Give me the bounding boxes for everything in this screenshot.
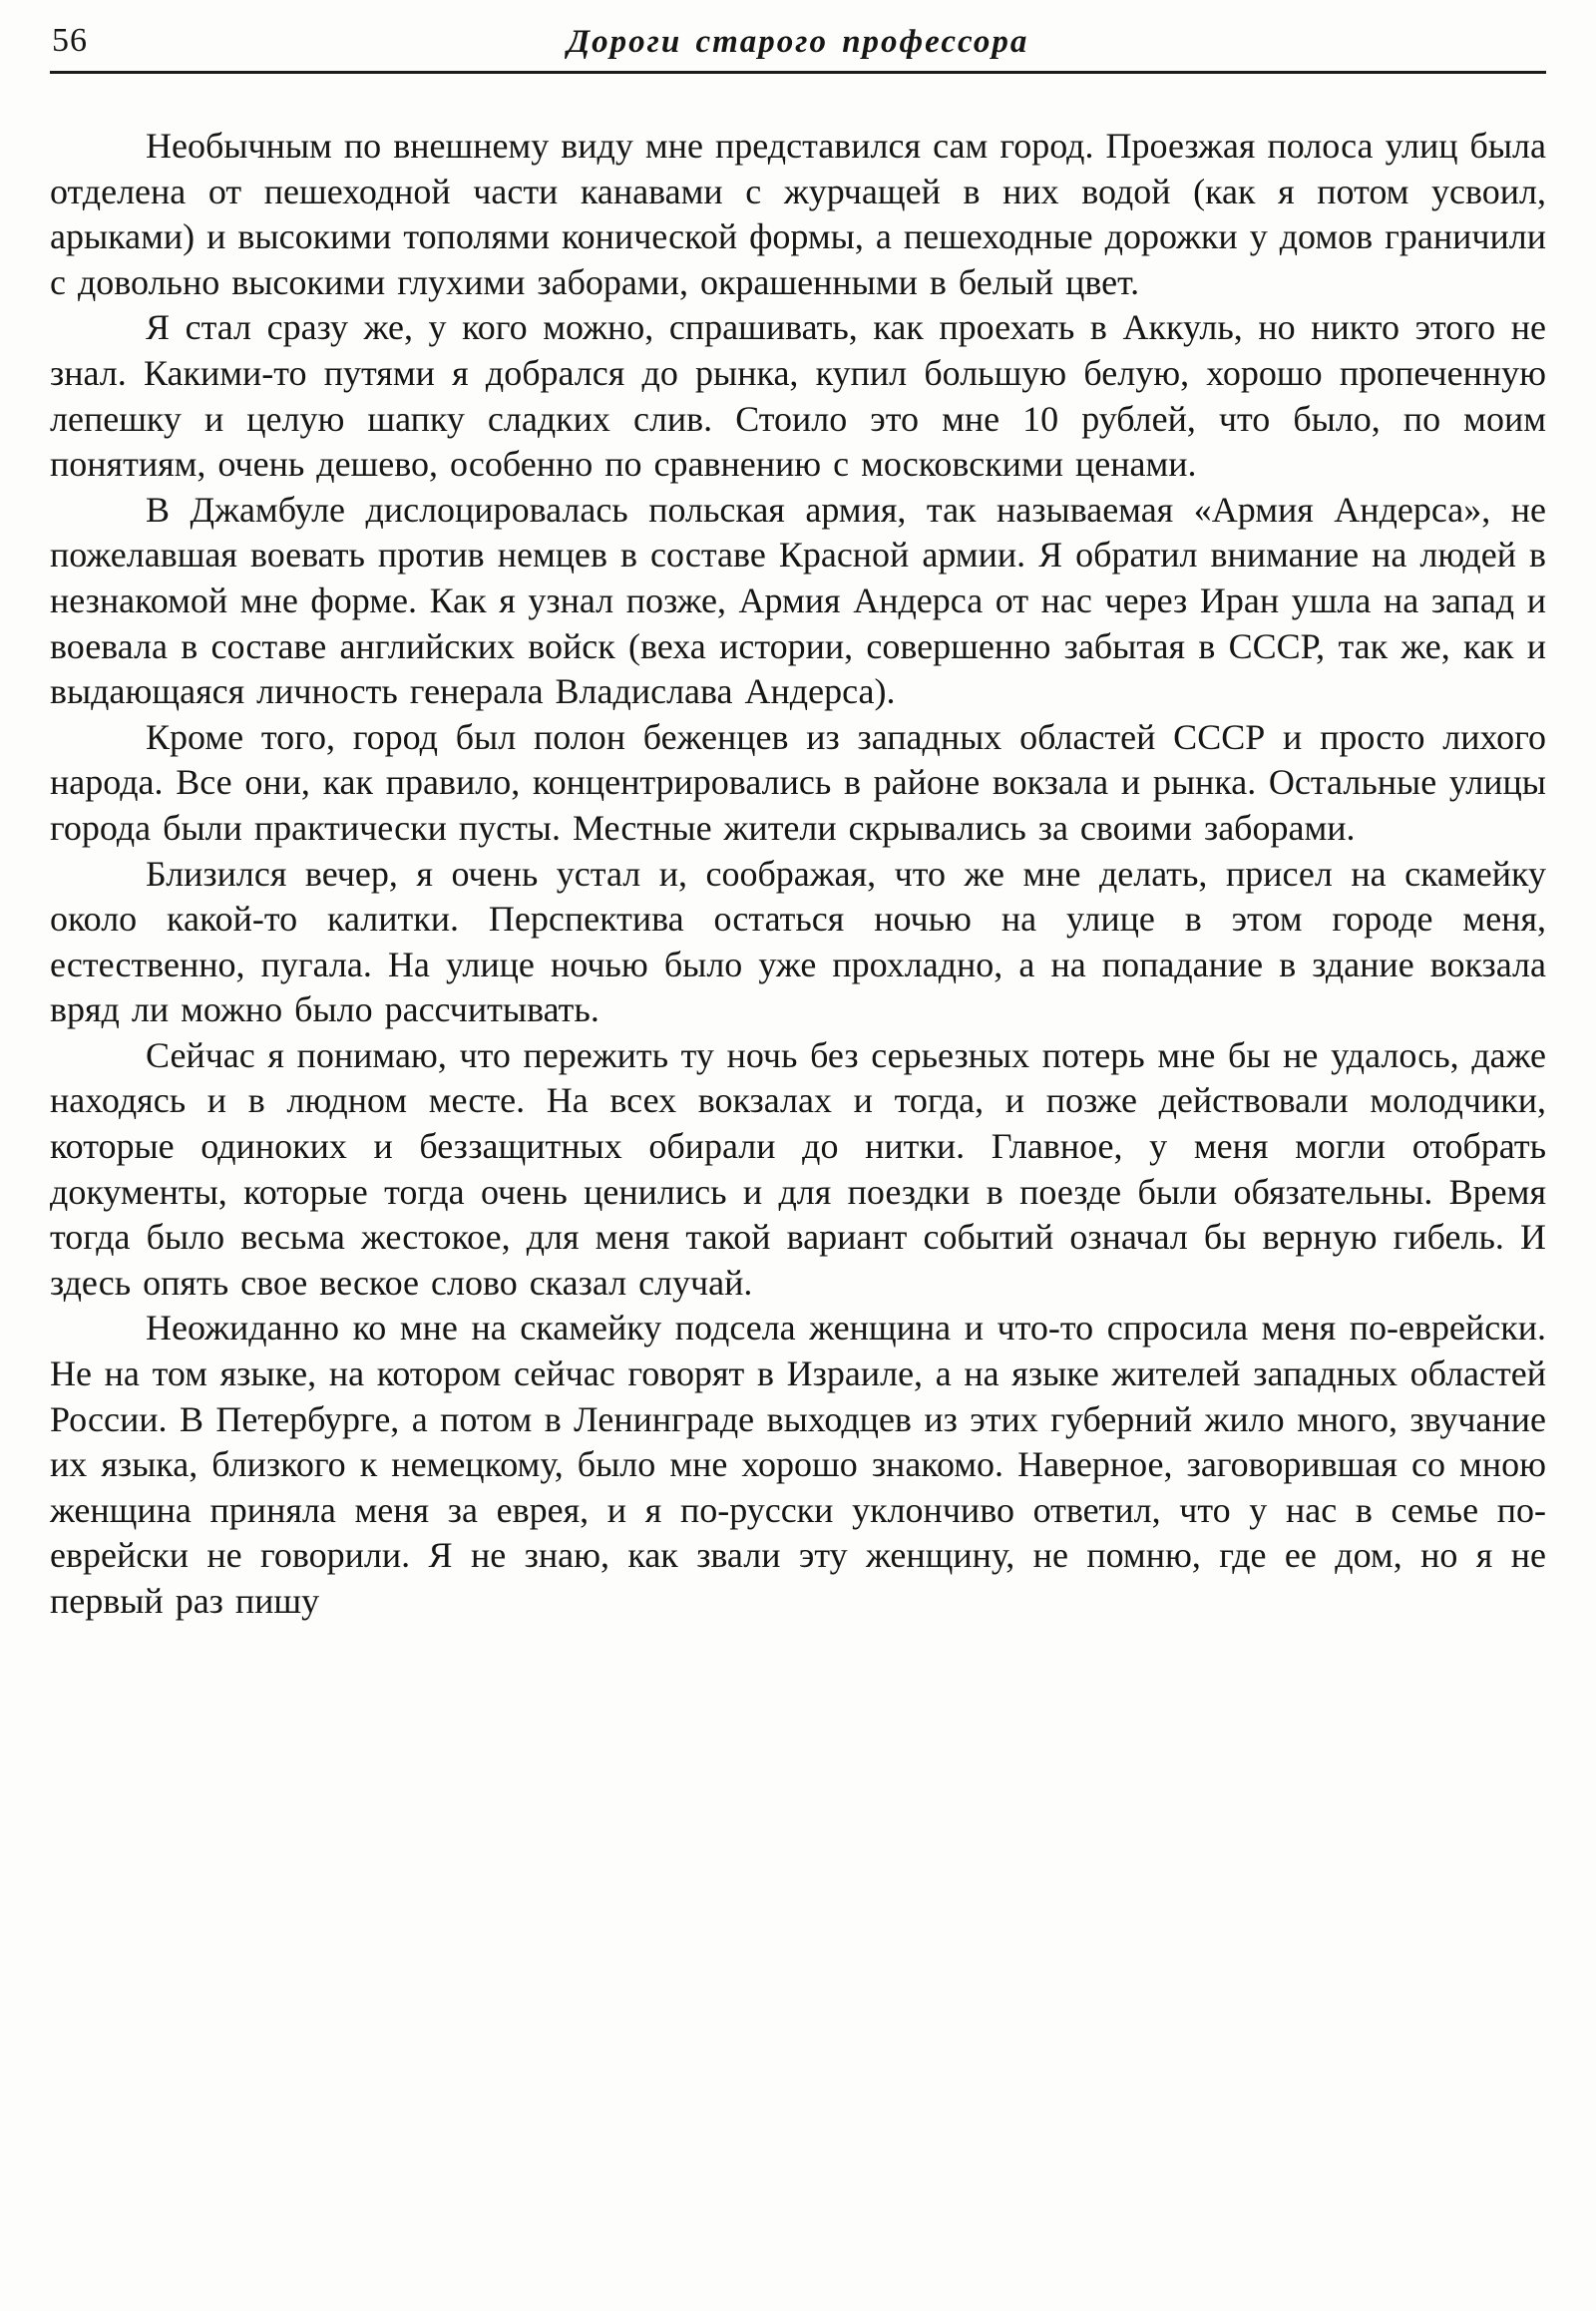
paragraph: Необычным по внешнему виду мне представился сам город. Проезжая полоса улиц была отделена от пешеходной части канавами с журчащей в них водой (как я потом усвоил, арыками) и высокими тополями конической формы, а пешеходные дорожки у домов граничили с довольно высокими глухими заборами, окрашенными в белый цвет. bbox=[50, 126, 1546, 302]
running-title: Дороги старого профессора bbox=[567, 24, 1029, 60]
paragraph: В Джамбуле дислоцировалась польская армия, так называемая «Армия Андерса», не пожелавшая воевать против немцев в составе Красной армии. Я обратил внимание на людей в незнакомой мне форме. Как я узнал позже, Армия Андерса от нас через Иран ушла на запад и воевала в составе английских войск (веха истории, совершенно забытая в СССР, так же, как и выдающаяся личность генерала Владислава Андерса). bbox=[50, 489, 1546, 712]
page-header bbox=[50, 18, 1546, 74]
paragraph: Близился вечер, я очень устал и, соображая, что же мне делать, присел на скамейку около какой-то калитки. Перспектива остаться ночью на улице в этом городе меня, естественно, пугала. На улице ночью было уже прохладно, а на попадание в здание вокзала вряд ли можно было рассчитывать. bbox=[50, 853, 1546, 1030]
paragraph: Неожиданно ко мне на скамейку подсела женщина и что-то спросила меня по-еврейски. Не на том языке, на котором сейчас говорят в Израиле, а на языке жителей западных областей России. В Петербурге, а потом в Ленинграде выходцев из этих губерний жило много, звучание их языка, близкого к немецкому, было мне хорошо знакомо. Наверное, заговорившая со мною женщина приняла меня за еврея, и я по-русски уклончиво ответил, что у нас в семье по-еврейски не говорили. Я не знаю, как звали эту женщину, не помню, где ее дом, но я не первый раз пишу bbox=[50, 1308, 1546, 1621]
page-body bbox=[50, 124, 1546, 1625]
paragraph: Я стал сразу же, у кого можно, спрашивать, как проехать в Аккуль, но никто этого не знал. Какими-то путями я добрался до рынка, купил большую белую, хорошо пропеченную лепешку и целую шапку сладких слив. Стоило это мне 10 рублей, что было, по моим понятиям, очень дешево, особенно по сравнению с московскими ценами. bbox=[50, 307, 1546, 485]
paragraph: Кроме того, город был полон беженцев из западных областей СССР и просто лихого народа. Все они, как правило, концентрировались в районе вокзала и рынка. Остальные улицы города были практически пусты. Местные жители скрывались за своими заборами. bbox=[50, 716, 1546, 848]
page-number: 56 bbox=[52, 22, 88, 59]
paragraph: Сейчас я понимаю, что пережить ту ночь без серьезных потерь мне бы не удалось, даже находясь и в людном месте. На всех вокзалах и тогда, и позже действовали молодчики, которые одиноких и беззащитных обирали до нитки. Главное, у меня могли отобрать документы, которые тогда очень ценились и для поездки в поезде были обязательны. Время тогда было весьма жестокое, для меня такой вариант событий означал бы верную гибель. И здесь опять свое веское слово сказал случай. bbox=[50, 1034, 1546, 1303]
